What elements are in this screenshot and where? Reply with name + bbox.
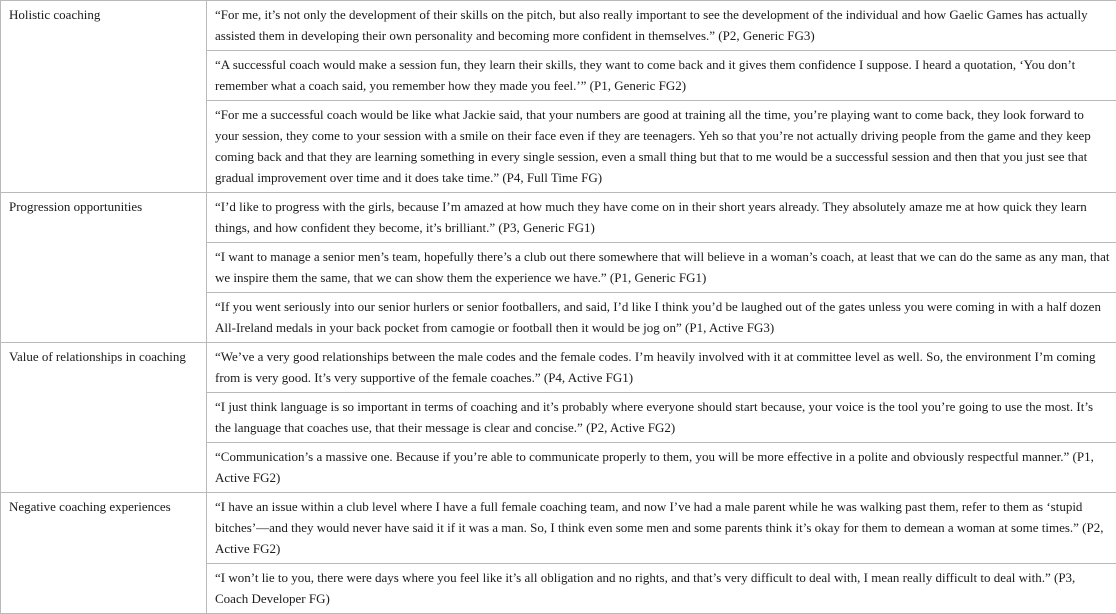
quote-cell: “Communication’s a massive one. Because if you’re able to communicate properly to them, you will be more effective in a polite and obviously respectful manner.” (P1, Active FG2) (207, 443, 1116, 493)
theme-cell: Progression opportunities (1, 193, 207, 343)
table-row (1, 343, 1116, 393)
quote-cell: “I want to manage a senior men’s team, hopefully there’s a club out there somewhere that will believe in a woman’s coach, at least that we can do the same as any man, that we inspire them the same, that we can show them the experience we have.” (P1, Generic FG1) (207, 243, 1116, 293)
quote-cell: “For me a successful coach would be like what Jackie said, that your numbers are good at training all the time, you’re playing want to come back, they look forward to your session, they come to your session with a smile on their face even if they are teenagers. Yeh so that you’re not actually driving people from the game and they keep coming back and that they are learning something in every single session, even a small thing but that to me would be a successful session and then that you just see that gradual improvement over time and it does take time.” (P4, Full Time FG) (207, 101, 1116, 193)
quote-cell: “I’d like to progress with the girls, because I’m amazed at how much they have come on in their short years already. They absolutely amaze me at how quick they learn things, and how confident they become, it’s brilliant.” (P3, Generic FG1) (207, 193, 1116, 243)
quote-cell: “A successful coach would make a session fun, they learn their skills, they want to come back and it gives them confidence I suppose. I heard a quotation, ‘You don’t remember what a coach said, you remember how they made you feel.’” (P1, Generic FG2) (207, 51, 1116, 101)
quote-cell: “I just think language is so important in terms of coaching and it’s probably where everyone should start because, your voice is the tool you’re going to use the most. It’s the language that coaches use, that their message is clear and concise.” (P2, Active FG2) (207, 393, 1116, 443)
quote-cell: “We’ve a very good relationships between the male codes and the female codes. I’m heavily involved with it at committee level as well. So, the environment I’m coming from is very good. It’s very supportive of the female coaches.” (P4, Active FG1) (207, 343, 1116, 393)
quote-cell: “For me, it’s not only the development of their skills on the pitch, but also really important to see the development of the individual and how Gaelic Games has actually assisted them in developing their own personality and becoming more confident in themselves.” (P2, Generic FG3) (207, 1, 1116, 51)
table-row (1, 493, 1116, 564)
table-row (1, 1, 1116, 51)
theme-cell: Value of relationships in coaching (1, 343, 207, 493)
quote-cell: “If you went seriously into our senior hurlers or senior footballers, and said, I’d like I think you’d be laughed out of the gates unless you were coming in with a half dozen All-Ireland medals in your back pocket from camogie or football then it would be jog on” (P1, Active FG3) (207, 293, 1116, 343)
theme-cell: Holistic coaching (1, 1, 207, 193)
quote-cell: “I won’t lie to you, there were days where you feel like it’s all obligation and no rights, and that’s very difficult to deal with, I mean really difficult to deal with.” (P3, Coach Developer FG) (207, 564, 1116, 614)
theme-cell: Negative coaching experiences (1, 493, 207, 614)
table-row (1, 193, 1116, 243)
quote-cell: “I have an issue within a club level where I have a full female coaching team, and now I’ve had a male parent while he was walking past them, refer to them as ‘stupid bitches’—and they would never have said it if it was a man. So, I think even some men and some parents think it’s okay for them to demean a woman at some times.” (P2, Active FG2) (207, 493, 1116, 564)
